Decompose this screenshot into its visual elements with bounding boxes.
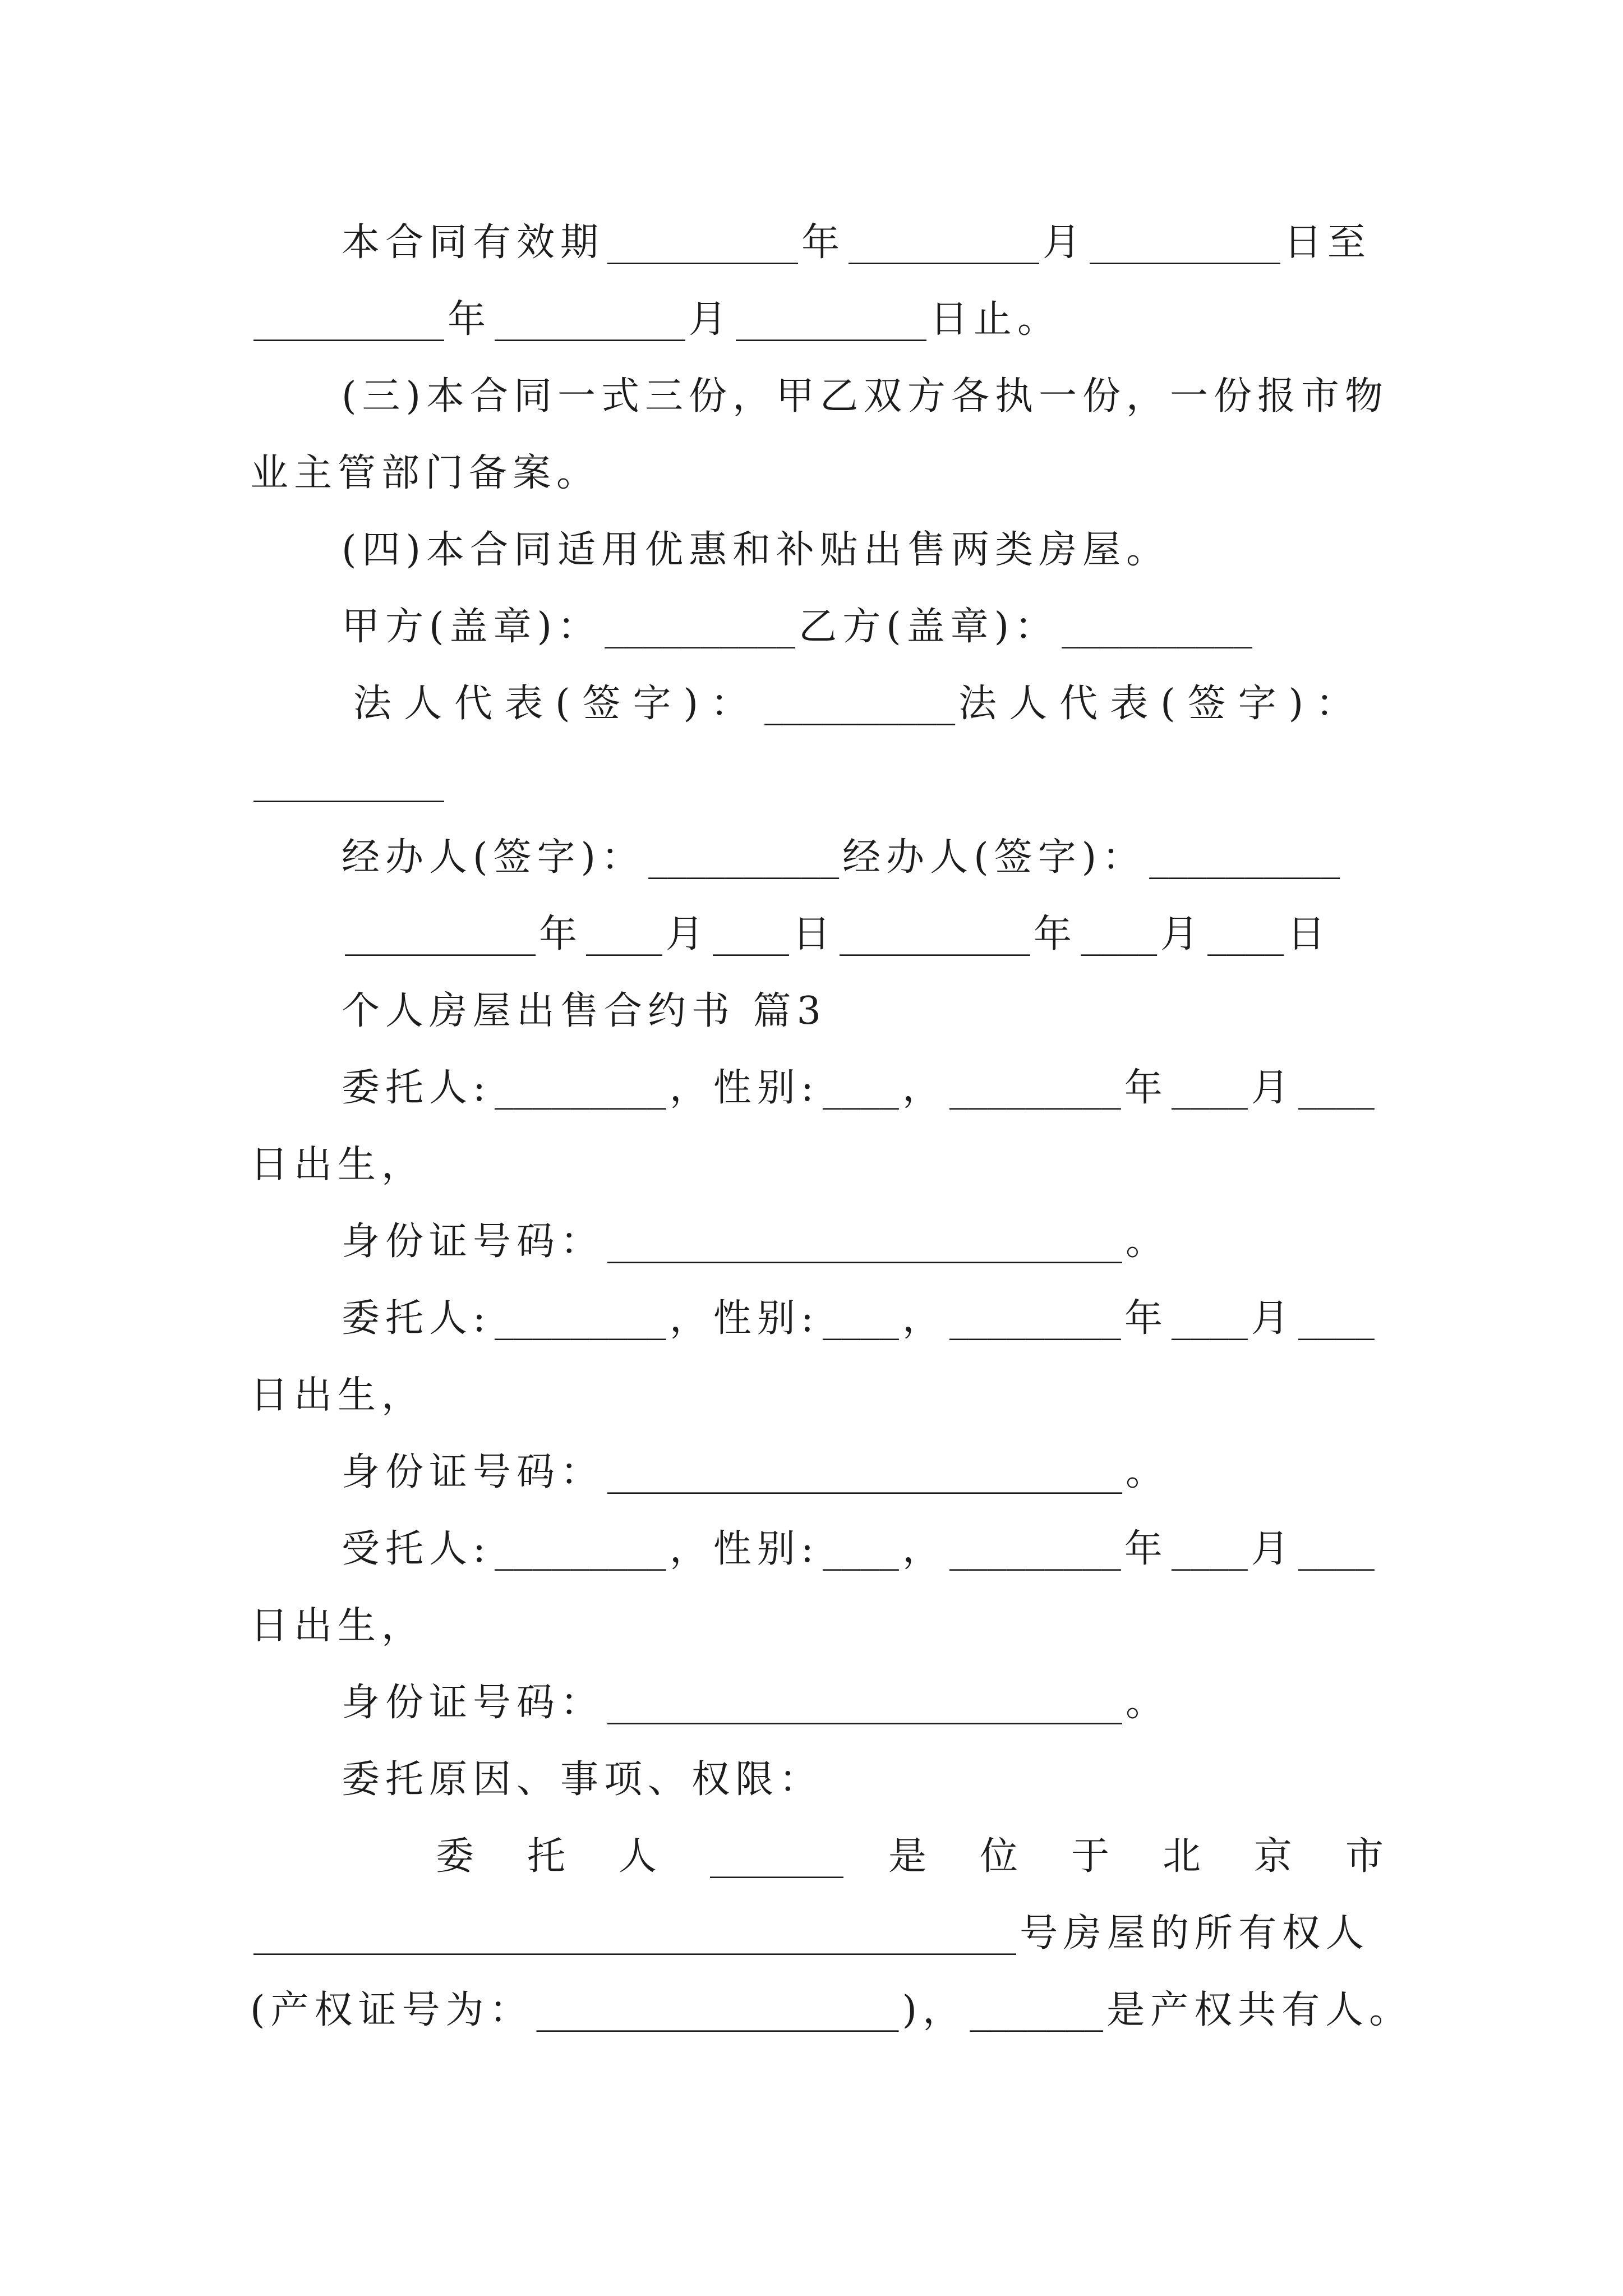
- contract-term-line-2: __________年__________月__________日止。: [253, 297, 1062, 342]
- fill-in-blank: ___________________________: [607, 1681, 1123, 1725]
- fill-in-blank: _________: [949, 1066, 1121, 1110]
- fill-in-blank: __________: [648, 835, 840, 880]
- principal-2-id-number: 身份证号码：___________________________。: [342, 1450, 1170, 1494]
- fill-in-blank: ____: [1298, 1527, 1375, 1571]
- clause-4: (四)本合同适用优惠和补贴出售两类房屋。: [342, 528, 1170, 572]
- entrust-text-line-1: 委托人_______ 是位于北京市: [436, 1834, 1437, 1879]
- fill-in-blank: _________: [949, 1296, 1121, 1341]
- fill-in-blank: _______: [710, 1834, 844, 1879]
- fill-in-blank: ___________________________: [607, 1450, 1123, 1494]
- document-page: [0, 204, 1623, 2049]
- fill-in-blank: ____: [822, 1296, 899, 1341]
- fill-in-blank: ____: [822, 1527, 899, 1571]
- agent-birth: 日出生，: [250, 1604, 426, 1648]
- fill-in-blank: __________: [605, 605, 796, 649]
- fill-in-blank: __________: [736, 297, 927, 342]
- fill-in-blank: ____: [713, 912, 790, 956]
- legal-rep-signature-line: 法人代表(签字)：__________法人代表(签字)：: [353, 682, 1367, 726]
- fill-in-blank: __________: [1062, 605, 1253, 649]
- handler-signature-line: 经办人(签字)：__________经办人(签字)：__________: [342, 835, 1340, 880]
- principal-1-info: 委托人:_________，性别:____，_________年____月____: [342, 1066, 1375, 1110]
- fill-in-blank: _________: [494, 1066, 666, 1110]
- section-title: 个人房屋出售合约书 篇3: [342, 989, 827, 1033]
- fill-in-blank: ____: [1207, 912, 1284, 956]
- fill-in-blank: __________: [849, 220, 1040, 265]
- fill-in-blank: _________: [494, 1296, 666, 1341]
- principal-2-info: 委托人:_________，性别:____，_________年____月____: [342, 1296, 1375, 1341]
- fill-in-blank: ________________________________________: [253, 1911, 1016, 1955]
- fill-in-blank: __________: [1090, 220, 1281, 265]
- fill-in-blank: _________: [494, 1527, 666, 1571]
- clause-3-line-1: (三)本合同一式三份，甲乙双方各执一份，一份报市物: [342, 374, 1389, 418]
- fill-in-blank: ____: [1081, 912, 1158, 956]
- agent-id-number: 身份证号码：___________________________。: [342, 1681, 1170, 1725]
- fill-in-blank: _______: [970, 1988, 1104, 2032]
- fill-in-blank: _________: [949, 1527, 1121, 1571]
- entrust-text-line-2: ________________________________________号房屋的所有权人: [253, 1911, 1370, 1955]
- principal-2-birth: 日出生，: [250, 1373, 426, 1418]
- fill-in-blank: ___________________________: [607, 1220, 1123, 1264]
- fill-in-blank: ____: [586, 912, 663, 956]
- contract-term-line-1: 本合同有效期__________年__________月__________日至: [342, 220, 1372, 265]
- fill-in-blank: __________: [495, 297, 686, 342]
- fill-in-blank: __________: [607, 220, 799, 265]
- signature-date-line: __________年____月____日__________年____月____日: [345, 912, 1331, 956]
- clause-3-line-2: 业主管部门备案。: [250, 451, 601, 495]
- legal-rep-signature-blank: [0, 742, 1623, 819]
- fill-in-blank: ____: [1171, 1296, 1248, 1341]
- fill-in-blank: __________: [253, 758, 444, 803]
- fill-in-blank: __________: [253, 297, 444, 342]
- fill-in-blank: ____: [1171, 1527, 1248, 1571]
- fill-in-blank: __________: [1149, 835, 1340, 880]
- fill-in-blank: __________: [764, 682, 956, 726]
- fill-in-blank: ____: [1171, 1066, 1248, 1110]
- agent-info: 受托人:_________，性别:____，_________年____月____: [342, 1527, 1375, 1571]
- fill-in-blank: ___________________: [536, 1988, 899, 2032]
- fill-in-blank: __________: [840, 912, 1031, 956]
- principal-1-birth: 日出生，: [250, 1143, 426, 1187]
- fill-in-blank: __________: [345, 912, 536, 956]
- fill-in-blank: ____: [1298, 1066, 1375, 1110]
- entrust-text-line-3: (产权证号为：___________________)，_______是产权共有人。: [250, 1988, 1413, 2032]
- entrust-heading: 委托原因、事项、权限：: [342, 1757, 823, 1802]
- fill-in-blank: ____: [822, 1066, 899, 1110]
- fill-in-blank: ____: [1298, 1296, 1375, 1341]
- seal-signature-line: 甲方(盖章)：__________乙方(盖章)：__________: [342, 605, 1253, 649]
- principal-1-id-number: 身份证号码：___________________________。: [342, 1220, 1170, 1264]
